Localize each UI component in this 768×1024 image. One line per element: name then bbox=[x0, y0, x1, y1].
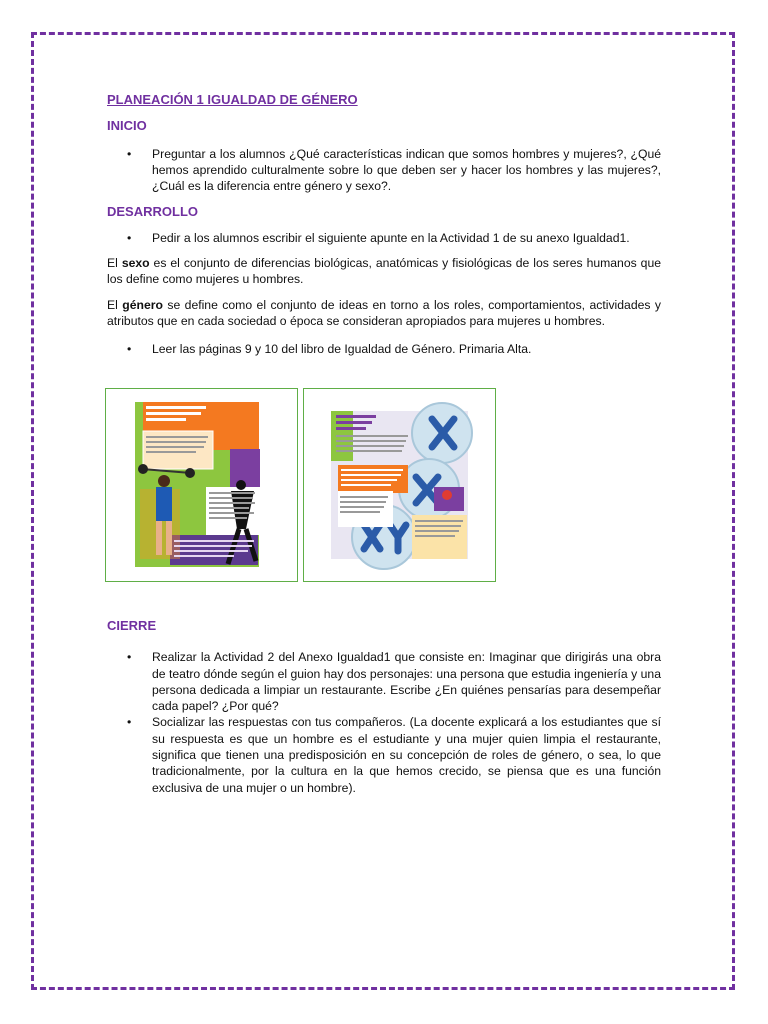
sexo-text: es el conjunto de diferencias biológicas, anatómicas y fisiológicas de los seres humanos que los define como mujeres u hombres. bbox=[107, 256, 662, 287]
book-page-image-left bbox=[105, 388, 298, 582]
book-page-illustration-left bbox=[106, 389, 296, 580]
inicio-list bbox=[107, 146, 661, 195]
genero-text: se define como el conjunto de ideas en torno a los roles, comportamientos, actividades y atributos que en cada sociedad o época se consideran apropiados para mujeres u hombres. bbox=[107, 297, 661, 328]
document-body bbox=[107, 92, 661, 358]
sexo-pre: El bbox=[107, 256, 122, 271]
section-heading-inicio: INICIO bbox=[107, 118, 147, 134]
sexo-definition bbox=[107, 255, 661, 288]
list-item: • Preguntar a los alumnos ¿Qué características indican que somos hombres y mujeres?, ¿Qué hemos aprendido culturalmente sobre lo que deben ser y hacer los hombres y las mujeres?, ¿Cuál es la diferencia entre género y sexo?. bbox=[107, 146, 661, 195]
sexo-term: sexo bbox=[121, 256, 150, 271]
book-page-illustration-right bbox=[304, 389, 494, 580]
section-heading-desarrollo: DESARROLLO bbox=[107, 204, 198, 220]
page-title: PLANEACIÓN 1 IGUALDAD DE GÉNERO bbox=[107, 92, 358, 107]
book-page-image-right bbox=[303, 388, 496, 582]
genero-term: género bbox=[122, 297, 163, 312]
list-item: • Pedir a los alumnos escribir el siguiente apunte en la Actividad 1 de su anexo Igualdad1. bbox=[107, 230, 661, 246]
section-heading-cierre: CIERRE bbox=[107, 618, 157, 633]
cierre-list bbox=[107, 649, 661, 796]
desarrollo-list-2 bbox=[107, 341, 661, 357]
cierre-section bbox=[107, 618, 661, 796]
genero-definition bbox=[107, 297, 661, 330]
genero-pre: El bbox=[107, 297, 123, 312]
list-item: • Realizar la Actividad 2 del Anexo Igualdad1 que consiste en: Imaginar que dirigirás una obra de teatro dónde según el guion hay dos personajes: una persona que estudia ingeniería y una persona dedicada a limpiar un restaurante. Escribe ¿En quiénes pensarías para desempeñar cada papel? ¿Por qué? bbox=[107, 649, 661, 714]
list-item: • Socializar las respuestas con tus compañeros. (La docente explicará a los estudiantes que sí su respuesta es que un hombre es el estudiante y una mujer quien limpia el restaurante, significa que tienen una predisposición en su concepción de roles de género, o sea, lo que tradicionalmente, por la cultura en la que hemos crecido, se piensa que es una función exclusiva de una mujer o un hombre). bbox=[107, 714, 661, 795]
desarrollo-list-1 bbox=[107, 230, 661, 246]
list-item: • Leer las páginas 9 y 10 del libro de Igualdad de Género. Primaria Alta. bbox=[107, 341, 661, 357]
